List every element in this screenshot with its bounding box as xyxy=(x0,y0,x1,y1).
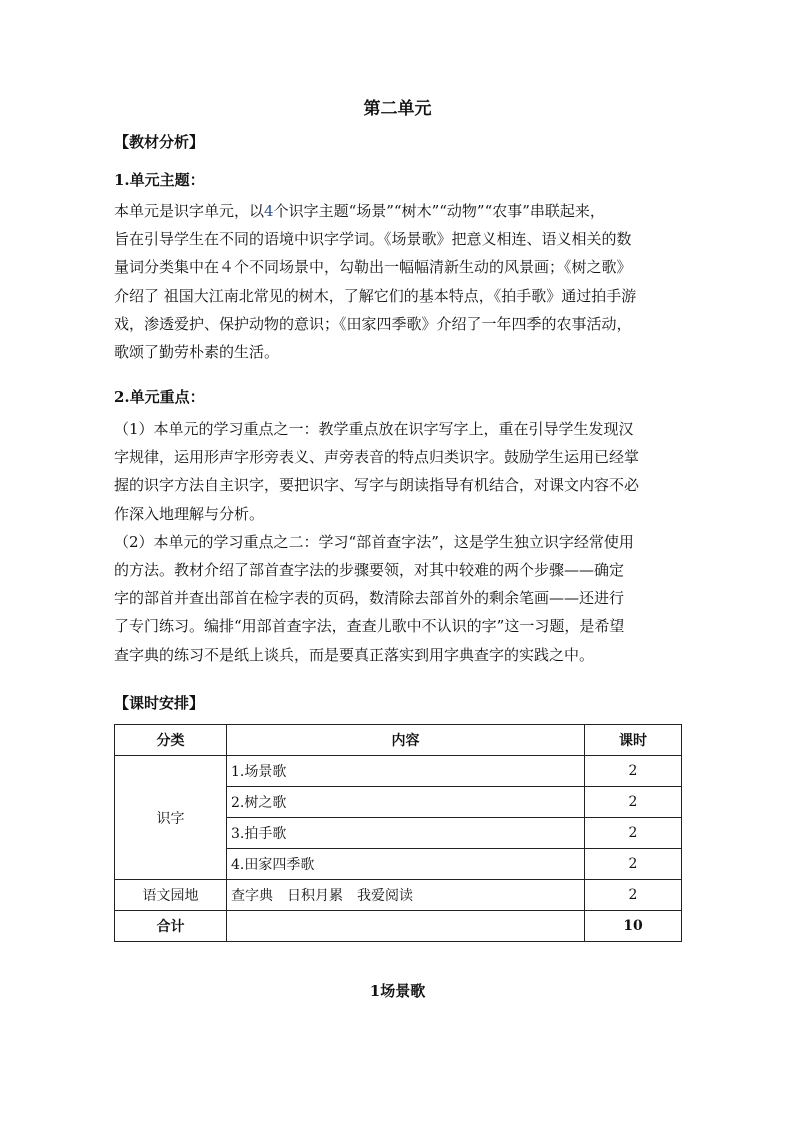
focus-line: （2）本单元的学习重点之二：学习“部首查字法”，这是学生独立识字经常使用 xyxy=(114,532,634,551)
theme-line: 介绍了 祖国大江南北常见的树木，了解它们的基本特点，《拍手歌》通过拍手游 xyxy=(114,286,637,305)
table-row xyxy=(115,880,682,911)
unit-title: 第二单元 xyxy=(363,99,432,119)
content-cell: 查字典 日积月累 我爱阅读 xyxy=(227,880,585,911)
total-hours-cell: 10 xyxy=(585,911,682,942)
hours-cell: 2 xyxy=(585,818,682,849)
theme-count-number: 4 xyxy=(264,202,274,220)
hours-cell: 2 xyxy=(585,880,682,911)
analysis-heading: 【教材分析】 xyxy=(114,133,205,151)
theme-line: 量词分类集中在４个不同场景中，勾勒出一幅幅清新生动的风景画；《树之歌》 xyxy=(114,258,632,277)
schedule-heading: 【课时安排】 xyxy=(114,694,205,712)
theme-line: 歌颂了勤劳朴素的生活。 xyxy=(114,342,280,361)
table-row xyxy=(115,756,682,787)
table-total-row xyxy=(115,911,682,942)
theme-heading: 1.单元主题： xyxy=(114,171,205,189)
focus-line: 字规律，运用形声字形旁表义、声旁表音的特点归类识字。鼓励学生运用已经掌 xyxy=(114,448,640,467)
column-header-content: 内容 xyxy=(227,725,585,756)
content-cell: 2.树之歌 xyxy=(227,787,585,818)
schedule-table xyxy=(114,724,682,942)
theme-line: 旨在引导学生在不同的语境中识字学词。《场景歌》把意义相连、语义相关的数 xyxy=(114,230,632,249)
total-content-cell xyxy=(227,911,585,942)
column-header-category: 分类 xyxy=(115,725,227,756)
lesson-title: 1场景歌 xyxy=(369,982,426,1000)
table-header-row xyxy=(115,725,682,756)
focus-line: 握的识字方法自主识字，要把识字、写字与朗读指导有机结合，对课文内容不必 xyxy=(114,476,640,495)
focus-line: 查字典的练习不是纸上谈兵，而是要真正落实到用字典查字的实践之中。 xyxy=(114,645,595,664)
content-cell: 1.场景歌 xyxy=(227,756,585,787)
hours-cell: 2 xyxy=(585,787,682,818)
focus-line: 了专门练习。编排“用部首查字法，查查儿歌中不认识的字”这一习题，是希望 xyxy=(114,617,625,636)
focus-line: 的方法。教材介绍了部首查字法的步骤要领，对其中较难的两个步骤——确定 xyxy=(114,560,625,579)
focus-paragraph xyxy=(114,415,681,669)
content-cell: 3.拍手歌 xyxy=(227,818,585,849)
category-cell: 语文园地 xyxy=(115,880,227,911)
hours-cell: 2 xyxy=(585,849,682,880)
focus-line: 作深入地理解与分析。 xyxy=(114,504,265,523)
hours-cell: 2 xyxy=(585,756,682,787)
focus-line: 字的部首并查出部首在检字表的页码，数清除去部首外的剩余笔画——还进行 xyxy=(114,589,625,608)
focus-heading: 2.单元重点： xyxy=(114,388,205,406)
theme-line: 戏，渗透爱护、保护动物的意识；《田家四季歌》介绍了一年四季的农事活动， xyxy=(114,314,632,333)
focus-line: （1）本单元的学习重点之一：教学重点放在识字写字上，重在引导学生发现汉 xyxy=(114,420,634,438)
theme-paragraph xyxy=(114,197,681,366)
theme-line-1: 本单元是识字单元，以4个识字主题“场景”“树木”“动物”“农事”串联起来， xyxy=(114,202,605,220)
total-label-cell: 合计 xyxy=(115,911,227,942)
category-cell: 识字 xyxy=(115,756,227,880)
content-cell: 4.田家四季歌 xyxy=(227,849,585,880)
column-header-hours: 课时 xyxy=(585,725,682,756)
